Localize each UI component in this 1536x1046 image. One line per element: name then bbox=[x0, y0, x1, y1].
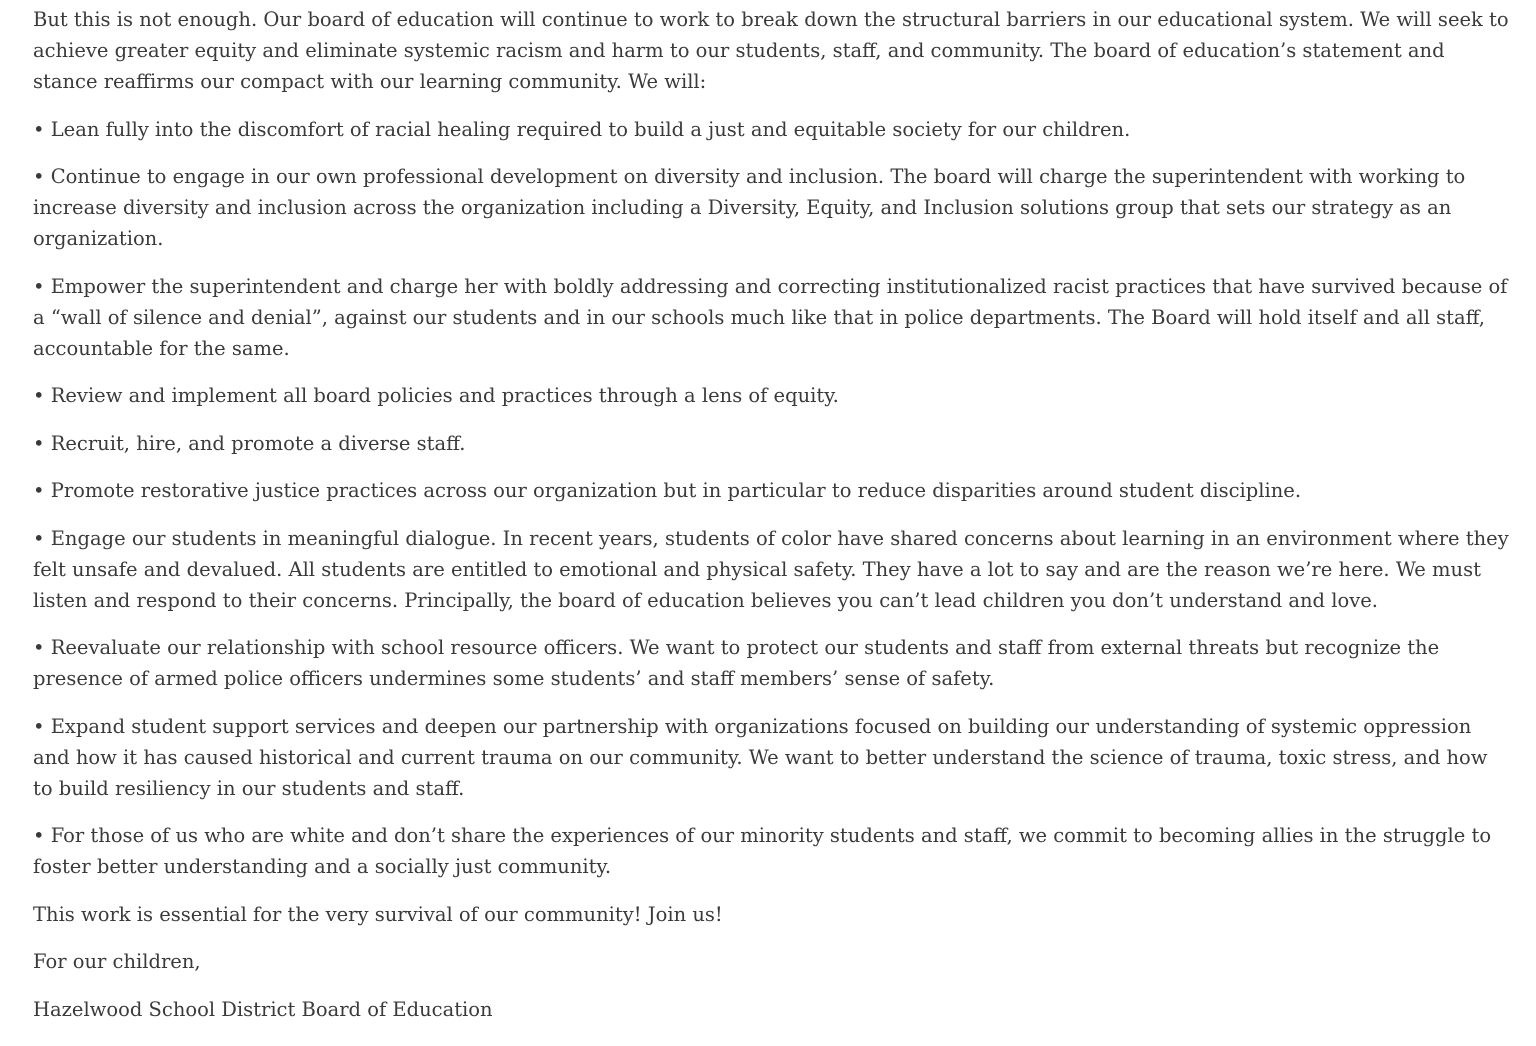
bullet-item: • Reevaluate our relationship with school resource officers. We want to protect our students and staff from external threats but recognize the presence of armed police officers undermines some students’ and staff members’ sense of safety. bbox=[33, 636, 1440, 690]
bullet-item: • Expand student support services and deepen our partnership with organizations focused on building our understanding of systemic oppression and how it has caused historical and current trauma on our community. We want to better understand the science of trauma, toxic stress, and how to build resiliency in our students and staff. bbox=[33, 714, 1488, 800]
signoff-line: For our children, bbox=[33, 950, 201, 973]
signature-line: Hazelwood School District Board of Education bbox=[33, 997, 493, 1021]
article-body bbox=[33, 4, 1513, 1041]
bullet-item: • Review and implement all board policies and practices through a lens of equity. bbox=[33, 384, 839, 407]
closing-paragraph: This work is essential for the very survival of our community! Join us! bbox=[33, 902, 723, 926]
bullet-item: • For those of us who are white and don’t share the experiences of our minority students and staff, we commit to becoming allies in the struggle to foster better understanding and a socially just community. bbox=[33, 824, 1492, 878]
bullet-item: • Lean fully into the discomfort of racial healing required to build a just and equitable society for our children. bbox=[33, 117, 1131, 141]
bullet-item: • Promote restorative justice practices across our organization but in particular to reduce disparities around student discipline. bbox=[33, 479, 1302, 502]
bullet-item: • Empower the superintendent and charge her with boldly addressing and correcting institutionalized racist practices that have survived because of a “wall of silence and denial”, against our students and in our schools much like that in police departments. The Board will hold itself and all staff, accountable for the same. bbox=[33, 274, 1508, 360]
bullet-item: • Continue to engage in our own professional development on diversity and inclusion. The board will charge the superintendent with working to increase diversity and inclusion across the organization including a Diversity, Equity, and Inclusion solutions group that sets our strategy as an organization. bbox=[33, 165, 1466, 250]
bullet-item: • Recruit, hire, and promote a diverse staff. bbox=[33, 431, 466, 455]
bullet-item: • Engage our students in meaningful dialogue. In recent years, students of color have shared concerns about learning in an environment where they felt unsafe and devalued. All students are entitled to emotional and physical safety. They have a lot to say and are the reason we’re here. We must listen and respond to their concerns. Principally, the board of education believes you can’t lead children you don’t understand and love. bbox=[33, 526, 1509, 612]
intro-paragraph: But this is not enough. Our board of education will continue to work to break down the structural barriers in our educational system. We will seek to achieve greater equity and eliminate systemic racism and harm to our students, staff, and community. The board of education’s statement and stance reaffirms our compact with our learning community. We will: bbox=[33, 8, 1509, 93]
